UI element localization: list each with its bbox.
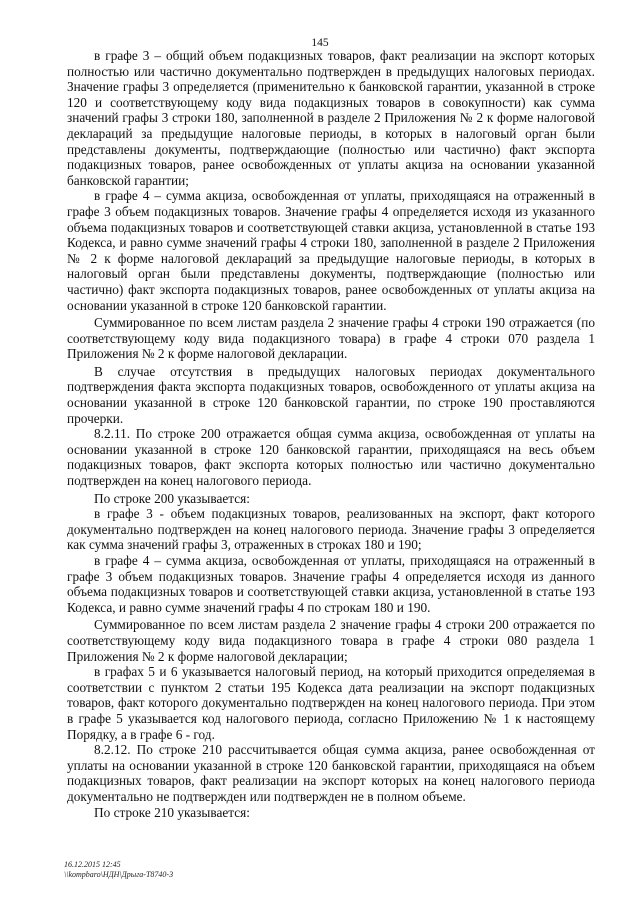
- paragraph-graph3-definition: в графе 3 – общий объем подакцизных товаров, факт реализации на экспорт которых полностью или частично документально подтвержден в предыдущих налоговых периодах. Значение графы 3 определяется (применительно к банковской гарантии, указанной в строке 120 и соответствующему коду вида подакцизных товаров в совокупности) как сумма значений графы 3 строки 180, заполненной в разделе 2 Приложения № 2 к форме налоговой деклараций за предыдущие налоговые периоды, в которых в налоговый орган были представлены документы, подтверждающие (полностью или частично) факт экспорта подакцизных товаров, ранее освобожденных от уплаты акциза на основании указанной банковской гарантии;: [67, 48, 595, 188]
- paragraph-graph4-definition: в графе 4 – сумма акциза, освобожденная от уплаты, приходящаяся на отраженный в графе 3 объем подакцизных товаров. Значение графы 4 определяется исходя из указанного объема подакцизных товаров и соответствующей ставки акциза, установленной в статье 193 Кодекса, и равно сумме значений графы 4 строки 180, заполненной в разделе 2 Приложения № 2 к форме налоговой деклараций за предыдущие налоговые периоды, в которых в налоговый орган были представлены документы, подтверждающие (полностью или частично) факт экспорта подакцизных товаров, ранее освобожденных от уплаты акциза на основании указанной в строке 120 банковской гарантии.: [67, 188, 595, 313]
- paragraph-line200-graph3: в графе 3 - объем подакцизных товаров, реализованных на экспорт, факт которого документально подтвержден на конец налогового периода. Значение графы 3 определяется как сумма значений графы 3, отраженных в строках 180 и 190;: [67, 506, 595, 553]
- page-number: 145: [311, 37, 329, 49]
- paragraph-8-2-11: 8.2.11. По строке 200 отражается общая сумма акциза, освобожденная от уплаты на основании указанной в строке 120 банковской гарантии, приходящаяся на весь объем подакцизных товаров, факт экспорта которых полностью или частично документально подтвержден на конец налогового периода.: [67, 426, 595, 489]
- footer-timestamp: 16.12.2015 12:45: [64, 860, 121, 869]
- footer-file-path: \\kompbaro\НДН\Дрыга-Т8740-3: [64, 870, 174, 879]
- document-body: [67, 48, 595, 820]
- paragraph-line210-heading: По строке 210 указывается:: [94, 804, 250, 820]
- paragraph-line200-heading: По строке 200 указывается:: [94, 490, 250, 506]
- paragraph-line200-graph4: в графе 4 – сумма акциза, освобожденная от уплаты, приходящаяся на отраженный в графе 3 объем подакцизных товаров. Значение графы 4 определяется исходя из данного объема подакцизных товаров и соответствующей ставки акциза, установленной в статье 193 Кодекса, и равно сумме значений графы 4 по строкам 180 и 190.: [67, 553, 595, 615]
- paragraph-graphs5-6: в графах 5 и 6 указывается налоговый период, на который приходится определяемая в соответствии с пунктом 2 статьи 195 Кодекса дата реализации на экспорт подакцизных товаров, факт которого документально подтвержден на конец налогового периода. При этом в графе 5 указывается код налогового периода, согласно Приложению № 1 к настоящему Порядку, а в графе 6 - год.: [67, 664, 595, 742]
- paragraph-line200-summary: Суммированное по всем листам раздела 2 значение графы 4 строки 200 отражается по соответствующему коду вида подакцизного товара в графе 4 строки 080 раздела 1 Приложения № 2 к форме налоговой декларации;: [67, 617, 595, 664]
- paragraph-line190-dashes: В случае отсутствия в предыдущих налоговых периодах документального подтверждения факта экспорта подакцизных товаров, освобожденного от уплаты акциза на основании указанной в строке 120 банковской гарантии, по строке 190 проставляются прочерки.: [67, 363, 595, 426]
- footer-stamp: [64, 860, 173, 880]
- paragraph-line190-summary: Суммированное по всем листам раздела 2 значение графы 4 строки 190 отражается (по соответствующему коду вида подакцизного товара) в графе 4 строки 070 раздела 1 Приложения № 2 к форме налоговой декларации.: [67, 315, 595, 362]
- paragraph-8-2-12: 8.2.12. По строке 210 рассчитывается общая сумма акциза, ранее освобожденная от уплаты на основании указанной в строке 120 банковской гарантии, приходящаяся на объем подакцизных товаров, факт реализации на экспорт которых на конец налогового периода документально не подтвержден или подтвержден не в полном объеме.: [67, 742, 595, 804]
